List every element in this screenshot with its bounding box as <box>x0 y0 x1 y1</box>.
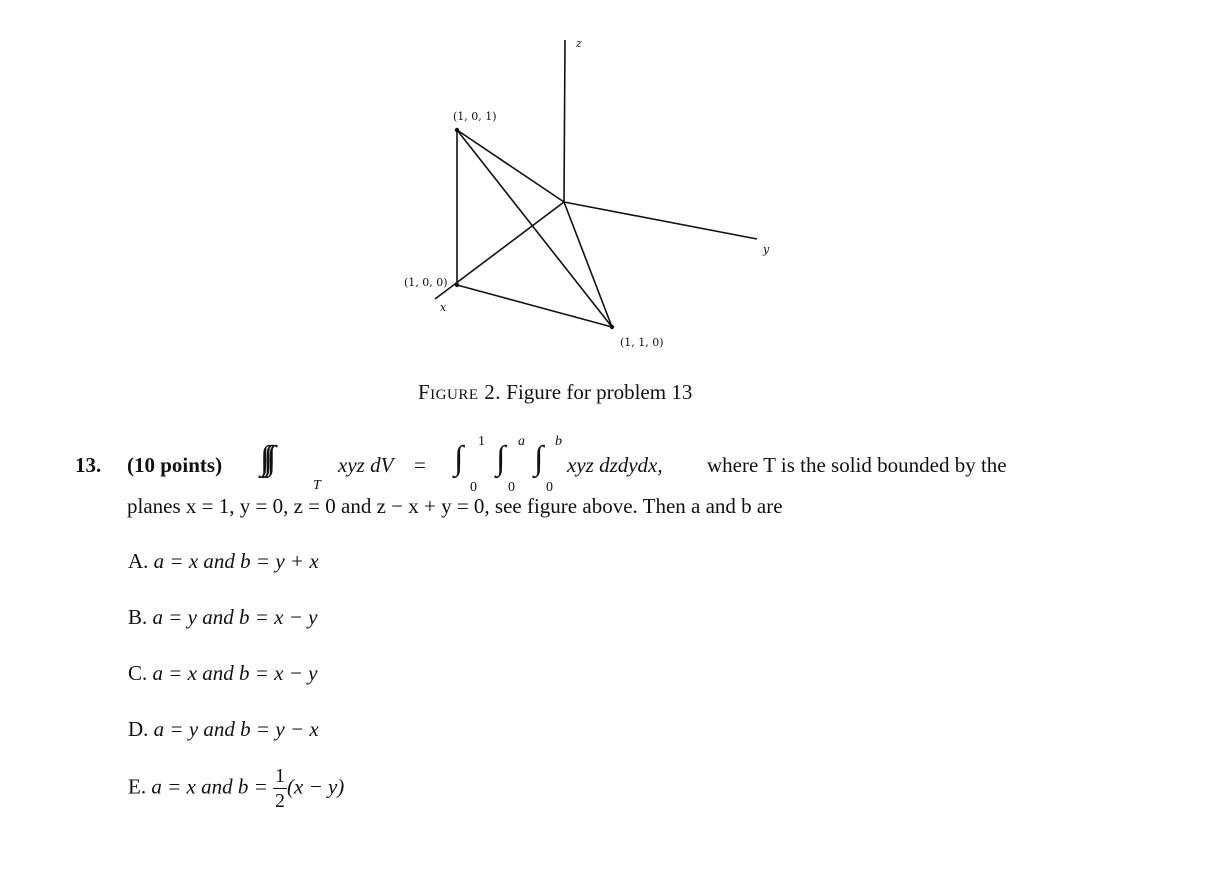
iterated-integrand: xyz dzdydx, <box>567 453 663 477</box>
choice-e-frac-num: 1 <box>275 765 285 787</box>
triple-integral-sign: ∫∫∫ <box>260 440 270 477</box>
choice-d-text: a = y and b = y − x <box>153 717 319 741</box>
integral-1-upper: 1 <box>478 434 485 449</box>
integral-2-lower: 0 <box>508 480 515 495</box>
integral-2-upper: a <box>518 434 525 449</box>
z-axis-label: z <box>576 37 582 50</box>
edge-origin-110 <box>564 202 612 327</box>
point-101-dot <box>455 128 459 132</box>
x-axis-label: x <box>440 301 447 314</box>
tetrahedron-figure <box>0 0 1224 370</box>
choice-e <box>128 766 344 811</box>
integral-3-lower: 0 <box>546 480 553 495</box>
point-110-label: (1, 1, 0) <box>620 336 664 349</box>
point-100-dot <box>455 283 459 287</box>
choice-b-letter: B. <box>128 605 148 629</box>
equals-sign: = <box>414 453 426 477</box>
choice-d-letter: D. <box>128 717 149 741</box>
choice-d <box>128 717 319 742</box>
edge-101-110 <box>457 130 612 327</box>
integral-3-sign: ∫ <box>534 440 544 477</box>
choice-e-frac-den: 2 <box>275 790 285 812</box>
integral-1-lower: 0 <box>470 480 477 495</box>
y-axis <box>564 202 757 239</box>
point-100-label: (1, 0, 0) <box>404 276 448 289</box>
choice-c-text: a = x and b = x − y <box>152 661 318 685</box>
region-subscript: T <box>313 478 321 493</box>
integral-2-sign: ∫ <box>496 440 506 477</box>
choice-e-letter: E. <box>128 774 147 799</box>
choice-b-text: a = y and b = x − y <box>152 605 318 629</box>
choice-e-text-before: a = x and b = <box>151 774 273 799</box>
choice-e-fraction <box>273 766 287 811</box>
choice-c-letter: C. <box>128 661 148 685</box>
problem-text-line2: planes x = 1, y = 0, z = 0 and z − x + y = 0, see figure above. Then a and b are <box>127 494 783 518</box>
choice-e-text-after: (x − y) <box>287 774 345 799</box>
figure-caption-prefix: Figure 2. <box>418 380 502 404</box>
problem-points: (10 points) <box>127 453 223 477</box>
choice-b <box>128 605 318 630</box>
problem-number: 13. <box>75 453 102 477</box>
choice-a-letter: A. <box>128 549 149 573</box>
choice-c <box>128 661 318 686</box>
y-axis-label: y <box>763 243 770 256</box>
figure-caption-text: Figure for problem 13 <box>506 380 693 404</box>
problem-text-line1: where T is the solid bounded by the <box>707 453 1007 477</box>
choice-a-text: a = x and b = y + x <box>153 549 319 573</box>
integral-1-sign: ∫ <box>454 440 464 477</box>
point-101-label: (1, 0, 1) <box>453 110 497 123</box>
choice-a <box>128 549 319 574</box>
z-axis <box>564 40 565 202</box>
x-axis <box>435 202 564 299</box>
integral-3-upper: b <box>555 434 562 449</box>
point-110-dot <box>610 325 614 329</box>
integrand: xyz dV <box>338 453 394 477</box>
edge-101-origin <box>457 130 564 202</box>
edge-100-110 <box>457 285 612 327</box>
figure-caption <box>418 380 692 405</box>
